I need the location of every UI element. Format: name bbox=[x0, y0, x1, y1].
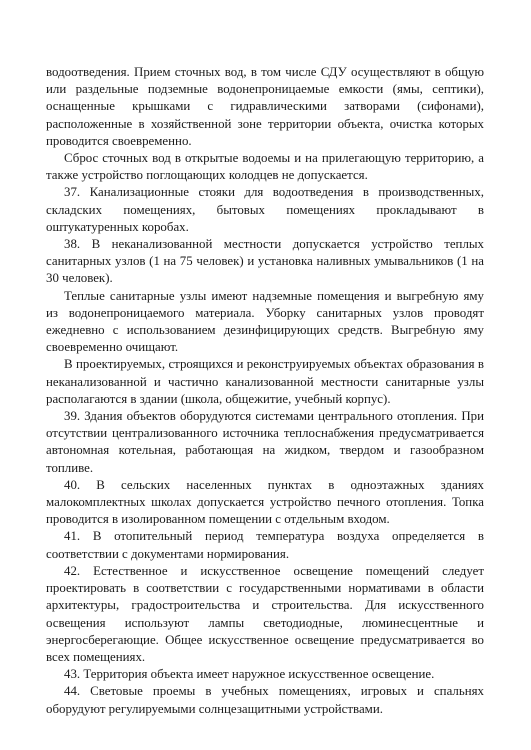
paragraph-item-38: 38. В неканализованной местности допускается устройство теплых санитарных узлов (1 на 75 человек) и установка наливных умывальников (1 на 30 человек). bbox=[46, 237, 484, 286]
paragraph-discharge-prohibition: Сброс сточных вод в открытые водоемы и на прилегающую территорию, а также устройство поглощающих колодцев не допускается. bbox=[46, 151, 484, 183]
paragraph-wastewater-disposal: водоотведения. Прием сточных вод, в том числе СДУ осуществляют в общую или раздельные подземные водонепроницаемые емкости (ямы, септики), оснащенные крышками с гидравлическими затворами (сифонами), расположенные в хозяйственной зоне территории объекта, очистка которых проводится своевременно. bbox=[46, 65, 484, 148]
paragraph-item-42: 42. Естественное и искусственное освещение помещений следует проектировать в соответствии с государственными нормативами в области архитектуры, градостроительства и строительства. Для искусственного освещения используют лампы светодиодные, люминесцентные и энергосберегающие. Общее искусственное освещение предусматривается во всех помещениях. bbox=[46, 563, 484, 664]
paragraph-item-41: 41. В отопительный период температура воздуха определяется в соответствии с документами нормирования. bbox=[46, 529, 484, 561]
paragraph-item-37: 37. Канализационные стояки для водоотведения в производственных, складских помещениях, бытовых помещениях прокладывают в оштукатуренных коробах. bbox=[46, 185, 484, 234]
paragraph-new-buildings: В проектируемых, строящихся и реконструируемых объектах образования в неканализованной и частично канализованной местности санитарные узлы располагаются в здании (школа, общежитие, учебный корпус). bbox=[46, 357, 484, 406]
paragraph-item-44: 44. Световые проемы в учебных помещениях, игровых и спальнях оборудуют регулируемыми солнцезащитными устройствами. bbox=[46, 684, 484, 716]
paragraph-warm-toilets: Теплые санитарные узлы имеют надземные помещения и выгребную яму из водонепроницаемого материала. Уборку санитарных узлов проводят ежедневно с использованием дезинфицирующих средств. Выгребную яму своевременно очищают. bbox=[46, 288, 484, 355]
paragraph-item-39: 39. Здания объектов оборудуются системами центрального отопления. При отсутствии централизованного источника теплоснабжения предусматривается автономная котельная, работающая на жидком, твердом и газообразном топливе. bbox=[46, 409, 484, 475]
paragraph-item-43: 43. Территория объекта имеет наружное искусственное освещение. bbox=[64, 667, 435, 682]
paragraph-item-40: 40. В сельских населенных пунктах в одноэтажных зданиях малокомплектных школах допускается устройство печного отопления. Топка проводится в изолированном помещении с отдельным входом. bbox=[46, 477, 484, 527]
